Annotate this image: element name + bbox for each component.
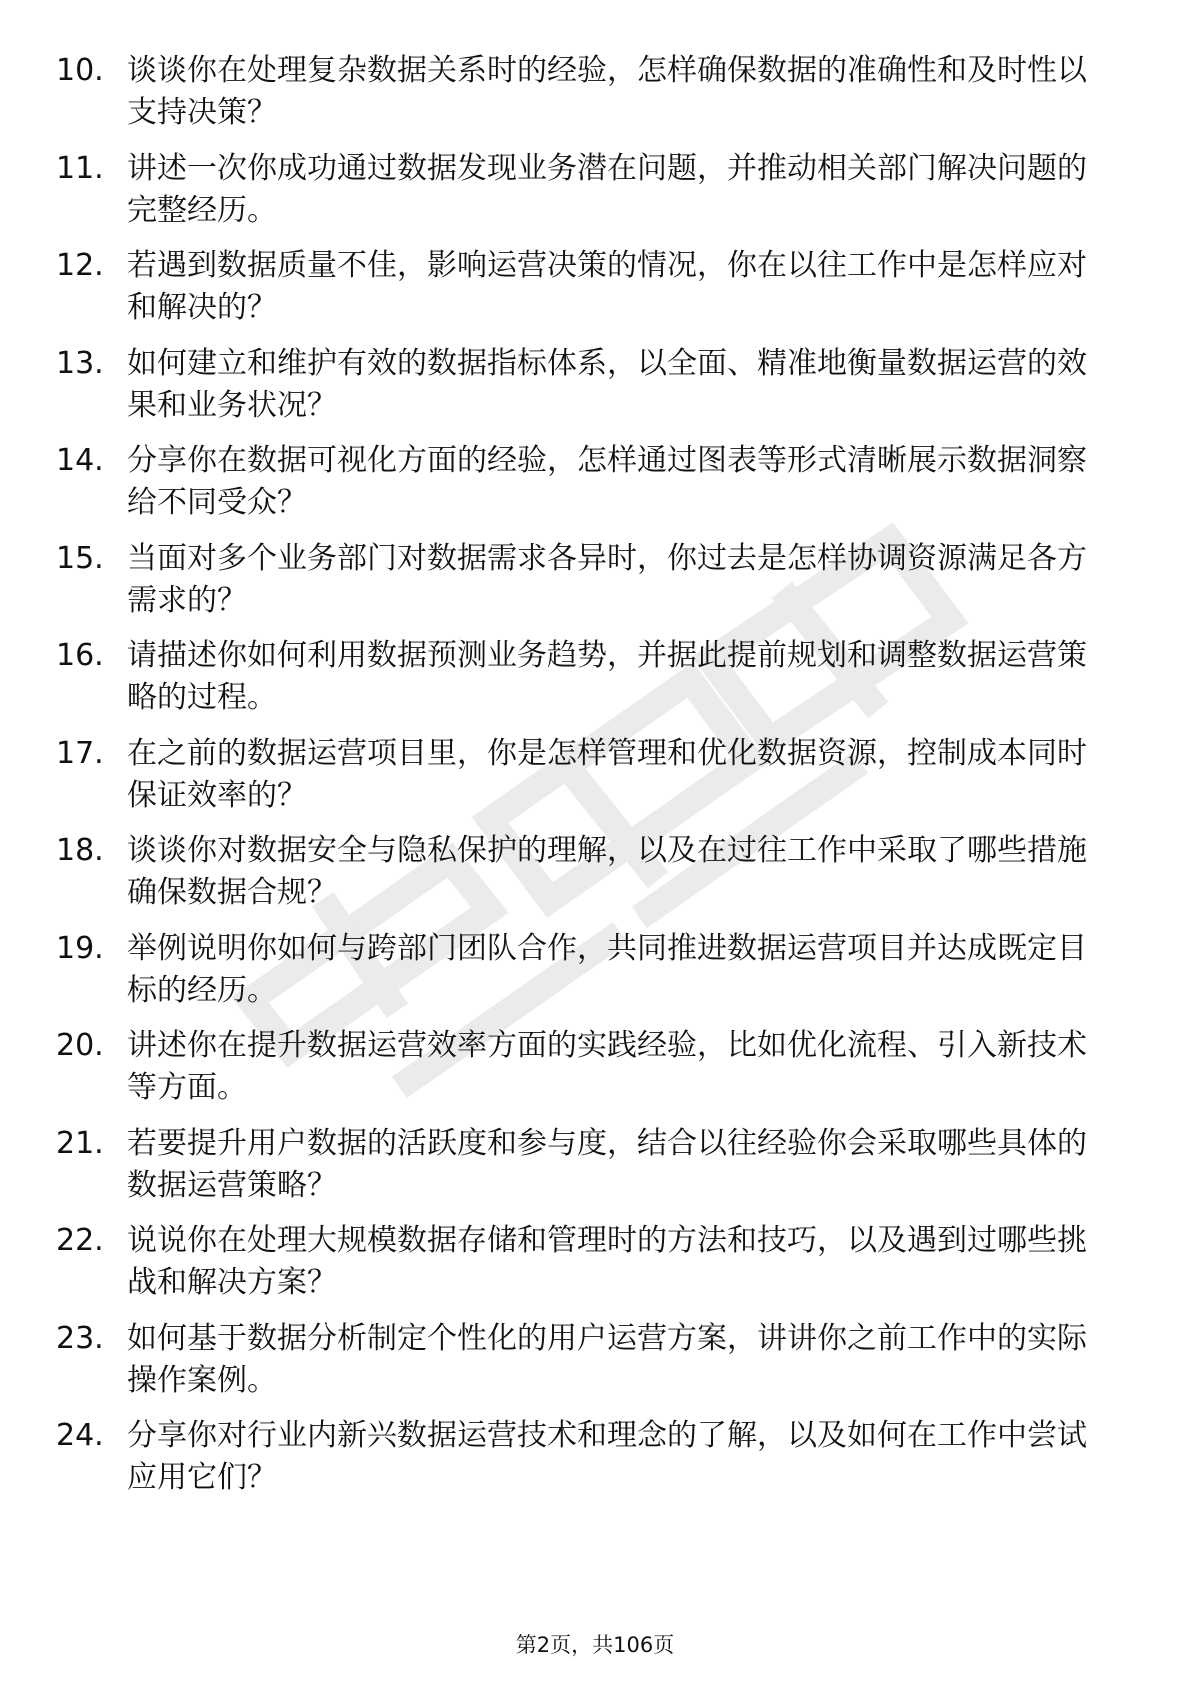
question-item	[0, 1025, 1190, 1123]
question-number: 16.	[56, 638, 104, 673]
question-number: 15.	[56, 540, 104, 576]
question-text: 讲述你在提升数据运营效率方面的实践经验，比如优化流程、引入新技术等方面。	[127, 1028, 1087, 1105]
question-text: 谈谈你对数据安全与隐私保护的理解，以及在过往工作中采取了哪些措施确保数据合规？	[127, 833, 1087, 910]
question-text: 若遇到数据质量不佳，影响运营决策的情况，你在以往工作中是怎样应对和解决的？	[127, 248, 1087, 325]
question-list	[0, 50, 1190, 1513]
question-text: 分享你在数据可视化方面的经验，怎样通过图表等形式清晰展示数据洞察给不同受众？	[127, 443, 1087, 520]
question-text: 如何建立和维护有效的数据指标体系，以全面、精准地衡量数据运营的效果和业务状况？	[127, 345, 1087, 423]
question-text: 说说你在处理大规模数据存储和管理时的方法和技巧，以及遇到过哪些挑战和解决方案？	[127, 1223, 1087, 1300]
question-number: 21.	[56, 1125, 104, 1161]
question-number: 17.	[56, 735, 104, 771]
question-item	[0, 1415, 1190, 1513]
question-number: 12.	[56, 248, 104, 283]
question-text: 请描述你如何利用数据预测业务趋势，并据此提前规划和调整数据运营策略的过程。	[127, 638, 1087, 715]
question-item	[0, 440, 1190, 538]
question-item	[0, 928, 1190, 1026]
question-text: 谈谈你在处理复杂数据关系时的经验，怎样确保数据的准确性和及时性以支持决策？	[127, 53, 1087, 130]
question-number: 18.	[56, 833, 104, 868]
page-footer: 第2页，共106页	[515, 1633, 675, 1657]
question-text: 若要提升用户数据的活跃度和参与度，结合以往经验你会采取哪些具体的数据运营策略？	[127, 1125, 1087, 1203]
question-text: 举例说明你如何与跨部门团队合作，共同推进数据运营项目并达成既定目标的经历。	[127, 930, 1087, 1008]
question-text: 如何基于数据分析制定个性化的用户运营方案，讲讲你之前工作中的实际操作案例。	[127, 1320, 1087, 1398]
question-number: 13.	[56, 345, 104, 381]
question-item	[0, 830, 1190, 928]
question-item	[0, 245, 1190, 343]
question-number: 14.	[56, 443, 104, 478]
question-item	[0, 1123, 1190, 1221]
question-number: 22.	[56, 1223, 104, 1258]
question-number: 20.	[56, 1028, 104, 1063]
question-item	[0, 538, 1190, 636]
question-item	[0, 635, 1190, 733]
question-number: 24.	[56, 1418, 104, 1453]
question-number: 10.	[56, 53, 104, 88]
question-text: 分享你对行业内新兴数据运营技术和理念的了解，以及如何在工作中尝试应用它们？	[127, 1418, 1087, 1495]
question-item	[0, 1220, 1190, 1318]
question-text: 在之前的数据运营项目里，你是怎样管理和优化数据资源，控制成本同时保证效率的？	[127, 735, 1087, 813]
question-number: 23.	[56, 1320, 104, 1356]
question-item	[0, 50, 1190, 148]
question-text: 当面对多个业务部门对数据需求各异时，你过去是怎样协调资源满足各方需求的？	[127, 540, 1087, 618]
question-item	[0, 148, 1190, 246]
question-number: 11.	[56, 150, 104, 186]
question-number: 19.	[56, 930, 104, 966]
question-item	[0, 1318, 1190, 1416]
question-item	[0, 343, 1190, 441]
question-text: 讲述一次你成功通过数据发现业务潜在问题，并推动相关部门解决问题的完整经历。	[127, 150, 1087, 228]
question-item	[0, 733, 1190, 831]
